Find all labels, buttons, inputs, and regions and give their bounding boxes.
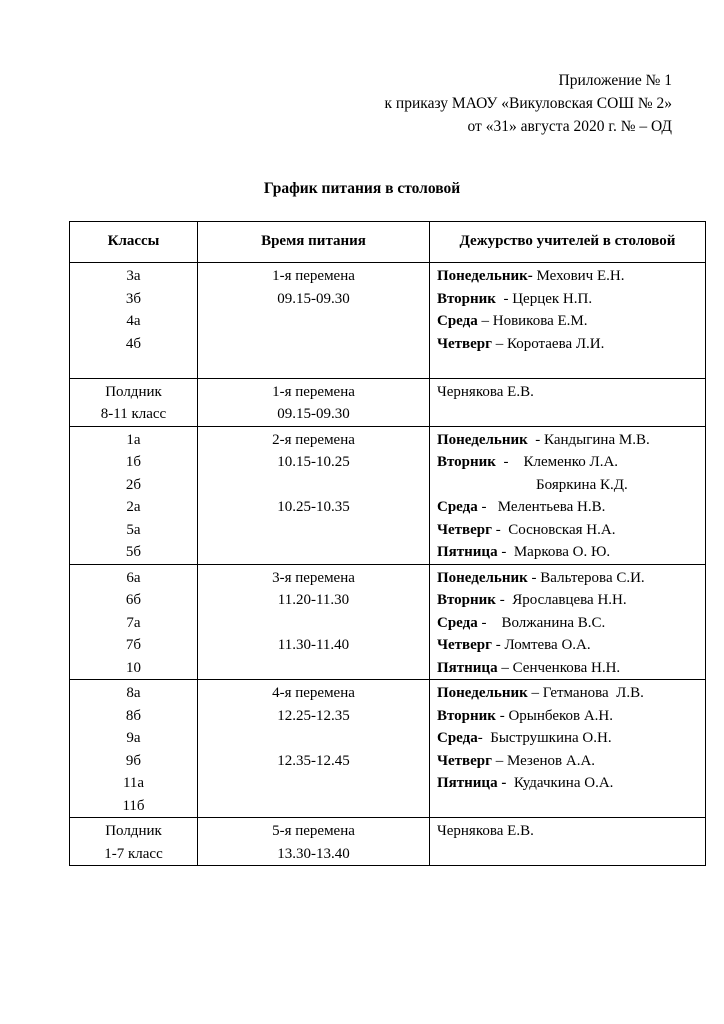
meal-time-cell bbox=[198, 263, 430, 379]
duty-cell bbox=[430, 818, 706, 866]
order-date: от «31» августа 2020 г. № – ОД bbox=[467, 118, 672, 135]
meal-time: 12.35-12.45 bbox=[277, 752, 350, 769]
class-name bbox=[70, 355, 197, 378]
meal-time: 5-я перемена bbox=[272, 823, 355, 839]
weekday-label: Среда bbox=[437, 313, 478, 329]
duty-entry bbox=[437, 381, 705, 404]
class-name: 7б bbox=[125, 637, 142, 653]
class-name: 5а bbox=[126, 521, 141, 538]
duty-entry bbox=[437, 310, 705, 333]
classes-cell bbox=[70, 378, 198, 426]
appendix-number: Приложение № 1 bbox=[558, 72, 672, 89]
meal-time-cell bbox=[198, 818, 430, 866]
class-name: 1б bbox=[125, 454, 142, 470]
duty-entry bbox=[437, 429, 705, 452]
class-name: 3а bbox=[126, 268, 141, 284]
weekday-label: Пятница bbox=[437, 659, 498, 676]
duty-entry bbox=[437, 750, 705, 773]
weekday-label: Понедельник bbox=[437, 569, 528, 586]
weekday-label: Вторник bbox=[437, 592, 496, 608]
class-name: Полдник bbox=[105, 823, 162, 839]
meal-time bbox=[198, 474, 429, 497]
order-reference: к приказу МАОУ «Викуловская СОШ № 2» bbox=[384, 95, 672, 112]
teacher-name: – Гетманова Л.В. bbox=[527, 685, 644, 701]
weekday-label: Среда bbox=[437, 499, 478, 515]
column-header-classes: Классы bbox=[70, 222, 198, 263]
teacher-name: - Ломтева О.А. bbox=[491, 637, 591, 653]
weekday-label: Четверг bbox=[437, 637, 492, 653]
class-name: 2б bbox=[125, 476, 142, 493]
table-row bbox=[70, 426, 706, 564]
duty-entry bbox=[437, 288, 705, 311]
class-name: 8-11 класс bbox=[100, 406, 167, 422]
class-name: 4а bbox=[126, 313, 141, 329]
teacher-name: Кудачкина О.А. bbox=[506, 775, 614, 791]
meal-time-cell bbox=[198, 378, 430, 426]
class-name: 4б bbox=[125, 335, 142, 352]
teacher-name: Чернякова Е.В. bbox=[437, 823, 534, 839]
duty-entry bbox=[437, 657, 705, 680]
duty-entry bbox=[437, 333, 705, 356]
page-title: График питания в столовой bbox=[263, 180, 461, 197]
table-row bbox=[70, 378, 706, 426]
class-name: 3б bbox=[125, 290, 142, 307]
class-name: 8б bbox=[125, 707, 142, 724]
teacher-name: - Быструшкина О.Н. bbox=[477, 730, 612, 746]
weekday-label: Понедельник- bbox=[437, 268, 533, 284]
classes-cell bbox=[70, 680, 198, 818]
teacher-name: - Мелентьева Н.В. bbox=[477, 499, 606, 515]
teacher-name: Чернякова Е.В. bbox=[437, 383, 534, 400]
duty-entry bbox=[437, 451, 705, 474]
meal-time: 11.30-11.40 bbox=[277, 637, 350, 653]
table-row bbox=[70, 263, 706, 379]
teacher-name: - Церцек Н.П. bbox=[495, 290, 593, 307]
teacher-name: - Кандыгина М.В. bbox=[527, 431, 650, 448]
teacher-name: – Сенченкова Н.Н. bbox=[497, 659, 621, 676]
teacher-name: Мехович Е.Н. bbox=[532, 268, 625, 284]
duty-entry bbox=[437, 820, 705, 843]
meal-time-cell bbox=[198, 680, 430, 818]
weekday-label: Четверг bbox=[437, 335, 492, 352]
weekday-label: Четверг bbox=[437, 521, 492, 538]
class-name: 11б bbox=[122, 797, 145, 814]
classes-cell bbox=[70, 564, 198, 680]
table-row bbox=[70, 564, 706, 680]
duty-cell bbox=[430, 263, 706, 379]
class-name: Полдник bbox=[105, 383, 162, 400]
document-header bbox=[252, 69, 672, 138]
duty-entry bbox=[437, 772, 705, 795]
teacher-name: Бояркина К.Д. bbox=[536, 476, 628, 493]
weekday-label: Вторник bbox=[437, 707, 496, 724]
column-header-teacher-duty: Дежурство учителей в столовой bbox=[430, 222, 706, 263]
duty-cell bbox=[430, 426, 706, 564]
weekday-label: Понедельник bbox=[437, 685, 528, 701]
teacher-name: - Орынбеков А.Н. bbox=[495, 707, 614, 724]
weekday-label: Вторник bbox=[437, 290, 496, 307]
duty-entry bbox=[437, 496, 705, 519]
duty-entry bbox=[437, 612, 705, 635]
meal-time: 09.15-09.30 bbox=[277, 290, 350, 307]
meal-time: 11.20-11.30 bbox=[277, 592, 350, 608]
meal-time: 1-я перемена bbox=[272, 383, 355, 400]
teacher-name: - Сосновская Н.А. bbox=[491, 521, 616, 538]
weekday-label: Четверг bbox=[437, 752, 492, 769]
table-row bbox=[70, 818, 706, 866]
meal-time-cell bbox=[198, 564, 430, 680]
duty-entry bbox=[437, 705, 705, 728]
weekday-label: Вторник bbox=[437, 454, 496, 470]
class-name: 9б bbox=[125, 752, 142, 769]
column-header-meal-time: Время питания bbox=[198, 222, 430, 263]
meal-time: 1-я перемена bbox=[272, 268, 355, 284]
duty-entry bbox=[437, 682, 705, 705]
weekday-label: Среда bbox=[437, 614, 478, 631]
weekday-label: Среда bbox=[437, 730, 478, 746]
duty-cell bbox=[430, 564, 706, 680]
duty-entry bbox=[437, 567, 705, 590]
teacher-name: - Вальтерова С.И. bbox=[527, 569, 645, 586]
meal-time: 09.15-09.30 bbox=[277, 406, 350, 422]
class-name: 1а bbox=[126, 431, 141, 448]
class-name: 6б bbox=[125, 592, 142, 608]
class-name: 10 bbox=[126, 659, 141, 676]
classes-cell bbox=[70, 426, 198, 564]
meal-time: 12.25-12.35 bbox=[277, 707, 350, 724]
classes-cell bbox=[70, 263, 198, 379]
weekday-label: Пятница bbox=[437, 544, 498, 560]
duty-entry bbox=[437, 519, 705, 542]
duty-entry bbox=[437, 634, 705, 657]
duty-cell bbox=[430, 378, 706, 426]
meal-time bbox=[198, 727, 429, 750]
meal-schedule-table bbox=[69, 221, 706, 866]
meal-time: 10.15-10.25 bbox=[277, 454, 350, 470]
meal-time bbox=[198, 612, 429, 635]
meal-time: 10.25-10.35 bbox=[277, 499, 350, 515]
teacher-name: – Мезенов А.А. bbox=[491, 752, 596, 769]
teacher-name: – Коротаева Л.И. bbox=[491, 335, 605, 352]
class-name: 11а bbox=[122, 775, 145, 791]
meal-time: 2-я перемена bbox=[272, 431, 355, 448]
table-header-row bbox=[70, 222, 706, 263]
class-name: 2а bbox=[126, 499, 141, 515]
teacher-name: - Клеменко Л.А. bbox=[495, 454, 619, 470]
meal-time-cell bbox=[198, 426, 430, 564]
class-name: 5б bbox=[125, 544, 142, 560]
weekday-label: Пятница - bbox=[437, 775, 507, 791]
teacher-name: - Маркова О. Ю. bbox=[497, 544, 611, 560]
class-name: 8а bbox=[126, 685, 141, 701]
class-name: 7а bbox=[126, 614, 141, 631]
teacher-name: - Волжанина В.С. bbox=[477, 614, 606, 631]
class-name: 1-7 класс bbox=[104, 845, 163, 862]
weekday-label: Понедельник bbox=[437, 431, 528, 448]
meal-time: 4-я перемена bbox=[272, 685, 355, 701]
duty-entry bbox=[437, 589, 705, 612]
classes-cell bbox=[70, 818, 198, 866]
class-name: 6а bbox=[126, 569, 141, 586]
duty-entry bbox=[437, 727, 705, 750]
meal-time: 13.30-13.40 bbox=[277, 845, 350, 862]
duty-entry bbox=[437, 474, 705, 497]
duty-entry bbox=[437, 541, 705, 564]
class-name: 9а bbox=[126, 730, 141, 746]
teacher-name: - Ярославцева Н.Н. bbox=[495, 592, 627, 608]
teacher-name: – Новикова Е.М. bbox=[477, 313, 588, 329]
duty-cell bbox=[430, 680, 706, 818]
table-row bbox=[70, 680, 706, 818]
duty-entry bbox=[437, 265, 705, 288]
meal-time: 3-я перемена bbox=[272, 569, 355, 586]
